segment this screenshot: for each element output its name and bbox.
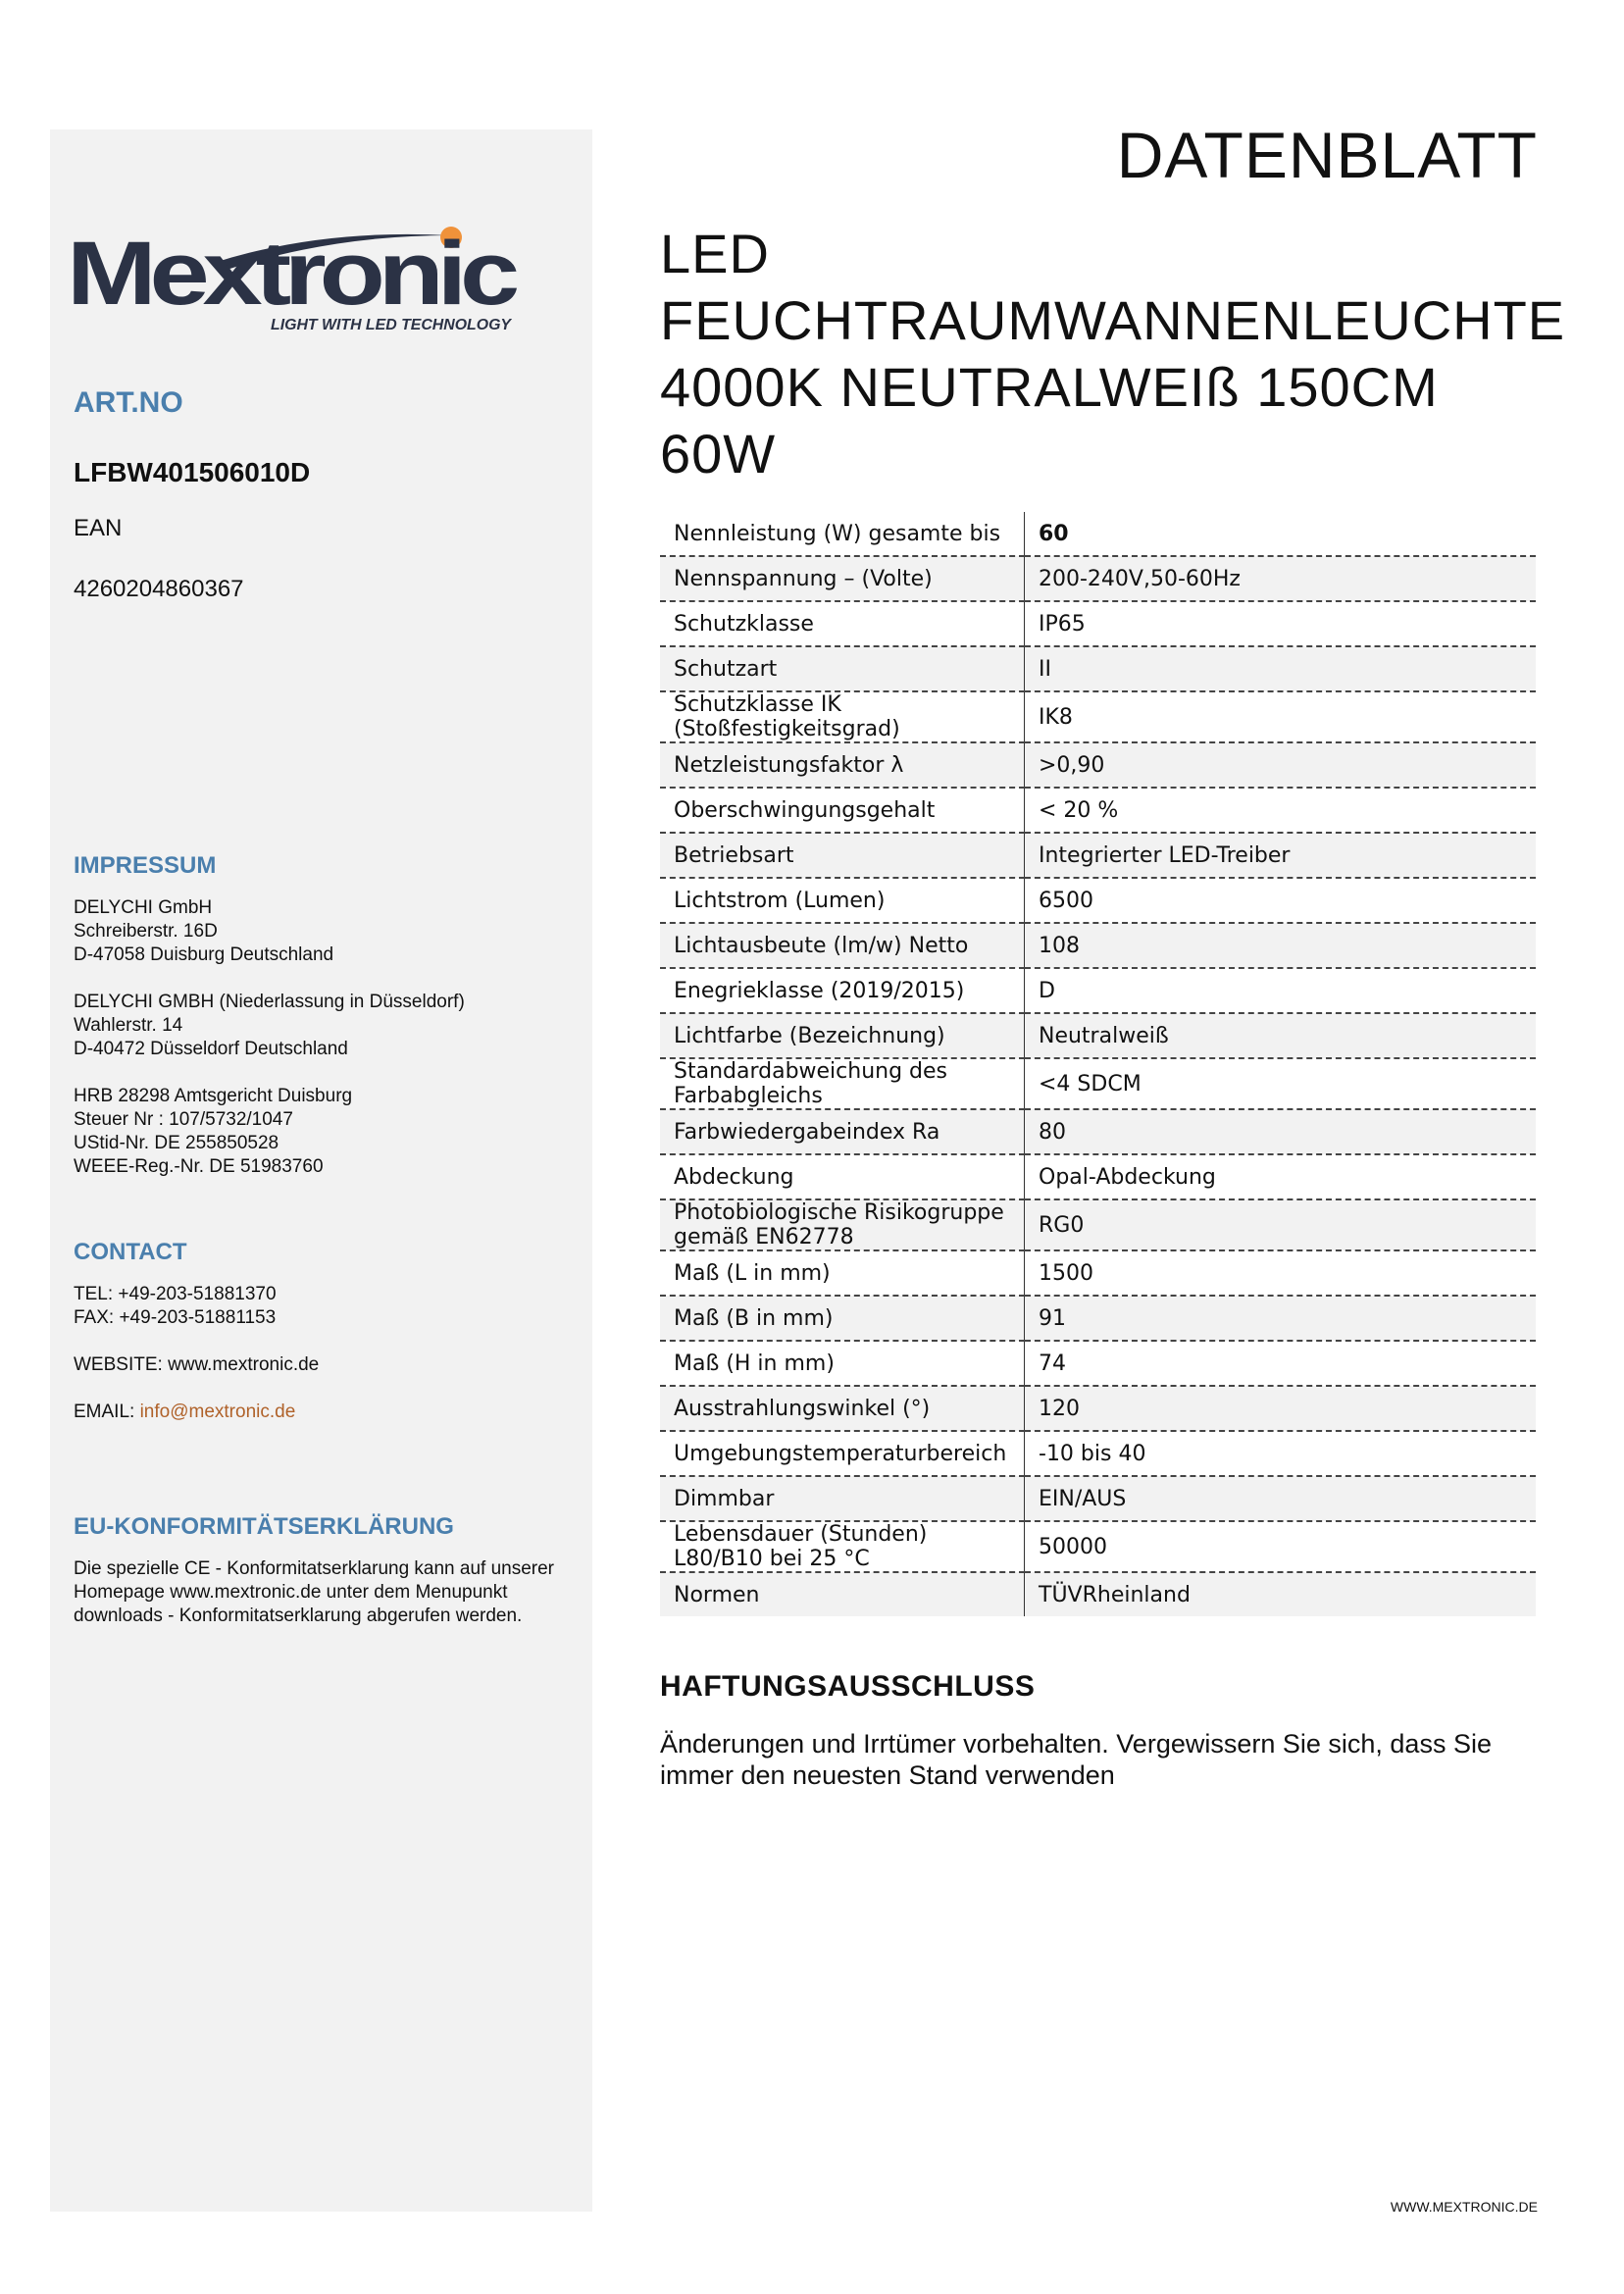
spec-row bbox=[660, 1341, 1536, 1386]
spec-value: TÜVRheinland bbox=[1025, 1572, 1537, 1616]
contact-website: WEBSITE: www.mextronic.de bbox=[74, 1354, 320, 1375]
spec-label: Schutzklasse IK (Stoßfestigkeitsgrad) bbox=[660, 691, 1025, 742]
spec-label: Nennspannung – (Volte) bbox=[660, 556, 1025, 601]
spec-label: Netzleistungsfaktor λ bbox=[660, 742, 1025, 788]
spec-row bbox=[660, 691, 1536, 742]
spec-label: Oberschwingungsgehalt bbox=[660, 788, 1025, 833]
spec-value: 91 bbox=[1025, 1296, 1537, 1341]
svg-text:LIGHT WITH LED TECHNOLOGY: LIGHT WITH LED TECHNOLOGY bbox=[271, 317, 513, 333]
spec-label: Schutzklasse bbox=[660, 601, 1025, 646]
spec-label: Betriebsart bbox=[660, 833, 1025, 878]
spec-row bbox=[660, 968, 1536, 1013]
spec-row bbox=[660, 646, 1536, 691]
spec-value: II bbox=[1025, 646, 1537, 691]
spec-value: -10 bis 40 bbox=[1025, 1431, 1537, 1476]
spec-value: 120 bbox=[1025, 1386, 1537, 1431]
spec-value: 200-240V,50-60Hz bbox=[1025, 556, 1537, 601]
spec-label: Farbwiedergabeindex Ra bbox=[660, 1109, 1025, 1154]
impressum-heading: IMPRESSUM bbox=[74, 852, 217, 879]
contact-tel: TEL: +49-203-51881370 bbox=[74, 1284, 277, 1304]
spec-row bbox=[660, 1386, 1536, 1431]
spec-row bbox=[660, 1199, 1536, 1250]
spec-value: < 20 % bbox=[1025, 788, 1537, 833]
spec-label: Lichtfarbe (Bezeichnung) bbox=[660, 1013, 1025, 1058]
spec-label: Lichtstrom (Lumen) bbox=[660, 878, 1025, 923]
spec-value: 50000 bbox=[1025, 1521, 1537, 1572]
email-label: EMAIL: bbox=[74, 1402, 140, 1422]
eu-conformity-text: Die spezielle CE - Konformitatserklarung kann auf unserer Homepage www.mextronic.de unter dem Menupunkt downloads - Konformitatserklarung abgerufen werden. bbox=[74, 1558, 555, 1626]
spec-row bbox=[660, 878, 1536, 923]
svg-text:Mextronic: Mextronic bbox=[67, 224, 518, 324]
spec-value: >0,90 bbox=[1025, 742, 1537, 788]
spec-label: Nennleistung (W) gesamte bis bbox=[660, 512, 1025, 556]
product-title: LED FEUCHTRAUMWANNENLEUCHTE 4000K NEUTRALWEIß 150CM 60W bbox=[660, 223, 1566, 484]
spec-value: D bbox=[1025, 968, 1537, 1013]
spec-label: Abdeckung bbox=[660, 1154, 1025, 1199]
spec-value: EIN/AUS bbox=[1025, 1476, 1537, 1521]
spec-value: 60 bbox=[1025, 512, 1537, 556]
spec-row bbox=[660, 1572, 1536, 1616]
spec-row bbox=[660, 1013, 1536, 1058]
contact-email bbox=[74, 1401, 295, 1424]
spec-row bbox=[660, 1476, 1536, 1521]
art-no-value: LFBW401506010D bbox=[74, 457, 311, 487]
spec-label: Umgebungstemperaturbereich bbox=[660, 1431, 1025, 1476]
spec-row bbox=[660, 556, 1536, 601]
spec-value: IP65 bbox=[1025, 601, 1537, 646]
spec-label: Schutzart bbox=[660, 646, 1025, 691]
spec-row bbox=[660, 788, 1536, 833]
impressum-address-2: DELYCHI GMBH (Niederlassung in Düsseldorf) Wahlerstr. 14 D-40472 Düsseldorf Deutschland bbox=[74, 992, 465, 1059]
spec-label: Maß (B in mm) bbox=[660, 1296, 1025, 1341]
spec-label: Dimmbar bbox=[660, 1476, 1025, 1521]
spec-row bbox=[660, 601, 1536, 646]
spec-row bbox=[660, 1296, 1536, 1341]
spec-row bbox=[660, 1250, 1536, 1296]
spec-value: 108 bbox=[1025, 923, 1537, 968]
spec-label: Maß (L in mm) bbox=[660, 1250, 1025, 1296]
spec-label: Lebensdauer (Stunden) L80/B10 bei 25 °C bbox=[660, 1521, 1025, 1572]
spec-value: 80 bbox=[1025, 1109, 1537, 1154]
contact-heading: CONTACT bbox=[74, 1239, 187, 1265]
spec-row bbox=[660, 1431, 1536, 1476]
spec-value: 1500 bbox=[1025, 1250, 1537, 1296]
spec-label: Maß (H in mm) bbox=[660, 1341, 1025, 1386]
contact-fax: FAX: +49-203-51881153 bbox=[74, 1307, 277, 1328]
ean-label: EAN bbox=[74, 515, 123, 541]
spec-row bbox=[660, 1109, 1536, 1154]
footer-url: WWW.MEXTRONIC.DE bbox=[1390, 2199, 1538, 2215]
impressum-registration: HRB 28298 Amtsgericht Duisburg Steuer Nr : 107/5732/1047 UStid-Nr. DE 255850528 WEEE-Reg.-Nr. DE 51983760 bbox=[74, 1086, 353, 1177]
spec-row bbox=[660, 1154, 1536, 1199]
spec-row bbox=[660, 742, 1536, 788]
spec-value: RG0 bbox=[1025, 1199, 1537, 1250]
spec-value: Integrierter LED-Treiber bbox=[1025, 833, 1537, 878]
ean-value: 4260204860367 bbox=[74, 576, 244, 602]
spec-label: Photobiologische Risikogruppe gemäß EN62778 bbox=[660, 1199, 1025, 1250]
spec-value: <4 SDCM bbox=[1025, 1058, 1537, 1109]
spec-row bbox=[660, 923, 1536, 968]
spec-table bbox=[660, 512, 1536, 1616]
spec-value: 74 bbox=[1025, 1341, 1537, 1386]
spec-row bbox=[660, 833, 1536, 878]
spec-row bbox=[660, 512, 1536, 556]
spec-label: Ausstrahlungswinkel (°) bbox=[660, 1386, 1025, 1431]
spec-label: Enegrieklasse (2019/2015) bbox=[660, 968, 1025, 1013]
art-no-label: ART.NO bbox=[74, 386, 183, 419]
mextronic-logo bbox=[67, 224, 518, 336]
spec-value: 6500 bbox=[1025, 878, 1537, 923]
spec-row bbox=[660, 1521, 1536, 1572]
impressum-address-1: DELYCHI GmbH Schreiberstr. 16D D-47058 Duisburg Deutschland bbox=[74, 897, 334, 965]
eu-conformity-heading: EU-KONFORMITÄTSERKLÄRUNG bbox=[74, 1513, 454, 1540]
spec-row bbox=[660, 1058, 1536, 1109]
spec-label: Lichtausbeute (lm/w) Netto bbox=[660, 923, 1025, 968]
email-link[interactable]: info@mextronic.de bbox=[139, 1402, 296, 1422]
spec-value: Neutralweiß bbox=[1025, 1013, 1537, 1058]
spec-value: Opal-Abdeckung bbox=[1025, 1154, 1537, 1199]
disclaimer-heading: HAFTUNGSAUSSCHLUSS bbox=[660, 1670, 1036, 1703]
spec-label: Normen bbox=[660, 1572, 1025, 1616]
spec-label: Standardabweichung des Farbabgleichs bbox=[660, 1058, 1025, 1109]
disclaimer-text: Änderungen und Irrtümer vorbehalten. Vergewissern Sie sich, dass Sie immer den neuesten Stand verwenden bbox=[660, 1729, 1492, 1790]
document-title: DATENBLATT bbox=[1116, 119, 1538, 191]
spec-value: IK8 bbox=[1025, 691, 1537, 742]
